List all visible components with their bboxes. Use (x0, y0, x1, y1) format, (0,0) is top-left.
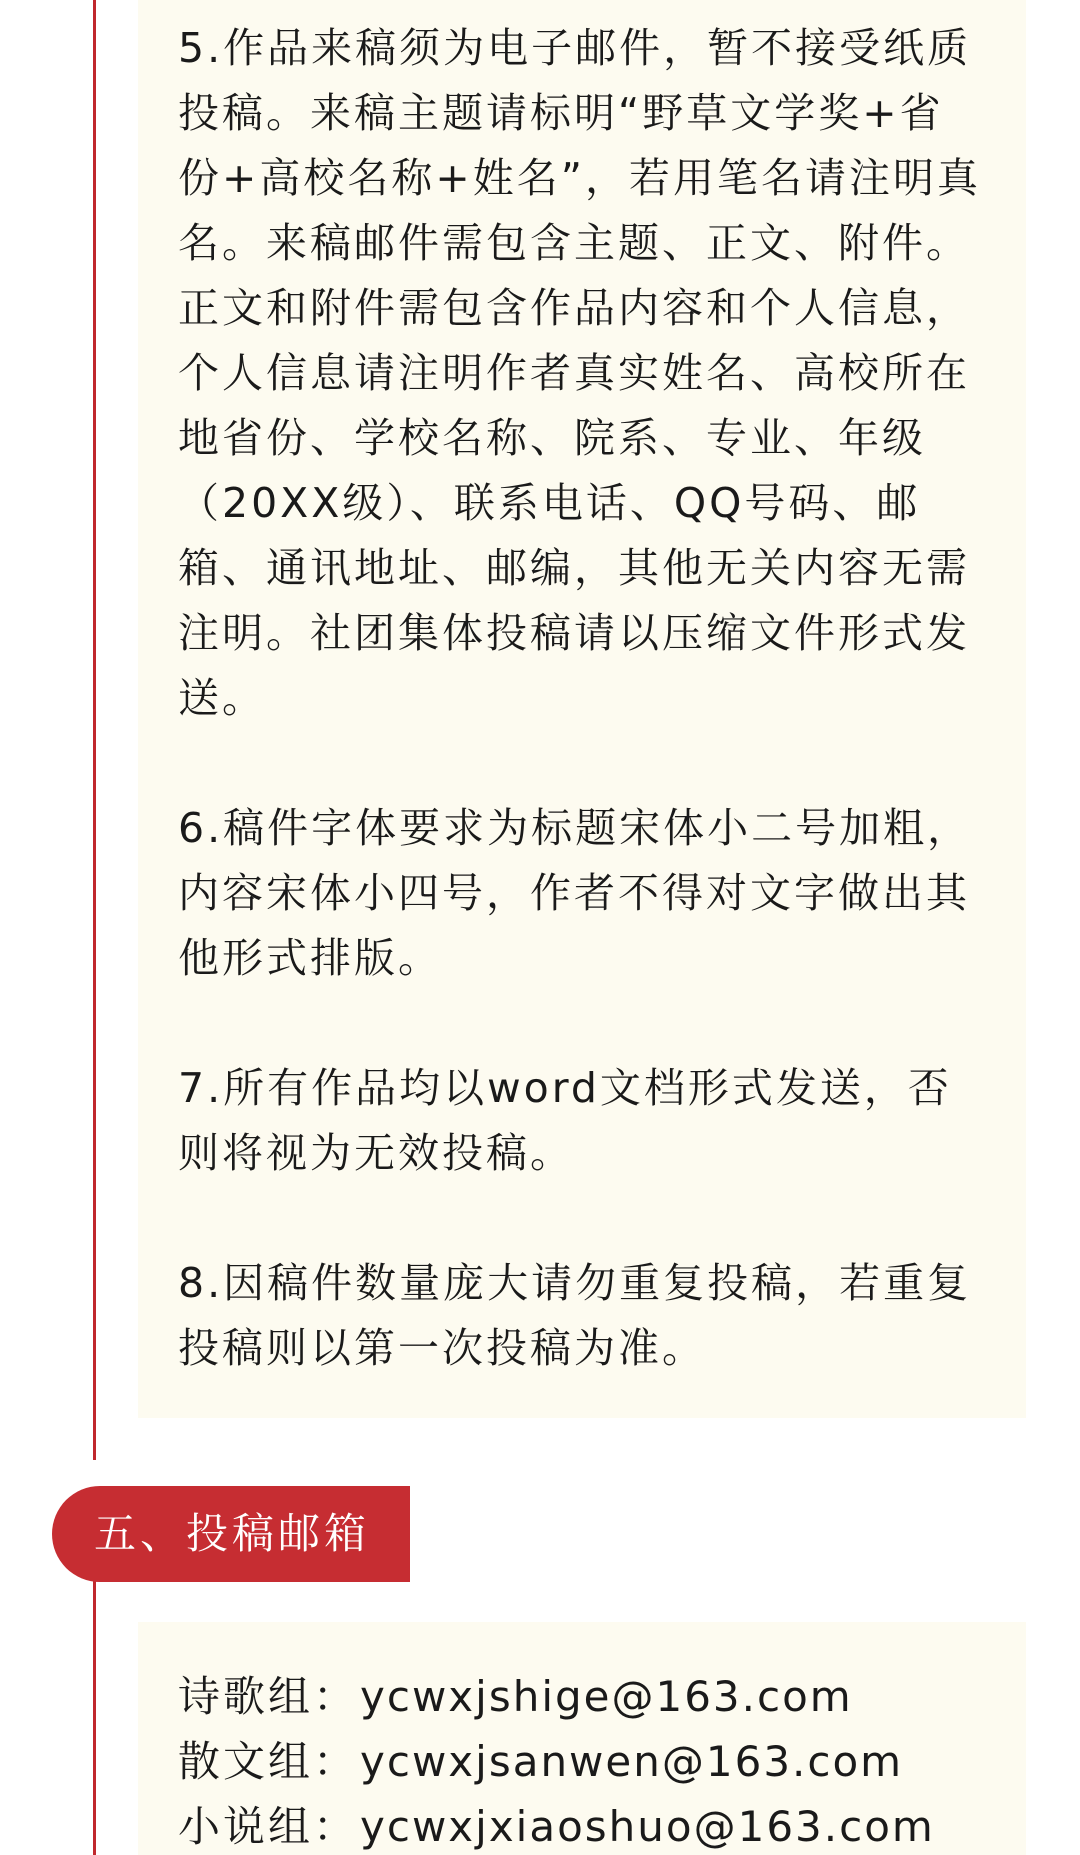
email-label: 散文组： (178, 1737, 359, 1786)
email-address[interactable]: ycwxjshige@163.com (360, 1672, 853, 1721)
emails-card (138, 1622, 1026, 1855)
timeline-line (93, 0, 96, 1460)
email-row-prose (178, 1729, 986, 1794)
rules-card (138, 0, 1026, 1418)
email-label: 小说组： (178, 1802, 359, 1851)
email-address[interactable]: ycwxjxiaoshuo@163.com (360, 1802, 935, 1851)
email-row-poetry (178, 1664, 986, 1729)
email-row-fiction (178, 1794, 986, 1855)
timeline-line (93, 1578, 96, 1855)
rule-paragraph-5: 5.作品来稿须为电子邮件，暂不接受纸质投稿。来稿主题请标明“野草文学奖+省份+高校名称+姓名”，若用笔名请注明真名。来稿邮件需包含主题、正文、附件。正文和附件需包含作品内容和个人信息，个人信息请注明作者真实姓名、高校所在地省份、学校名称、院系、专业、年级（20XX级）、联系电话、QQ号码、邮箱、通讯地址、邮编，其他无关内容无需注明。社团集体投稿请以压缩文件形式发送。 (178, 24, 981, 722)
email-address[interactable]: ycwxjsanwen@163.com (360, 1737, 904, 1786)
section-heading: 五、投稿邮箱 (52, 1486, 410, 1582)
rule-paragraph-6: 6.稿件字体要求为标题宋体小二号加粗，内容宋体小四号，作者不得对文字做出其他形式排版。 (178, 804, 972, 982)
rule-paragraph-7: 7.所有作品均以word文档形式发送，否则将视为无效投稿。 (178, 1064, 952, 1177)
email-label: 诗歌组： (178, 1672, 359, 1721)
rule-paragraph-8: 8.因稿件数量庞大请勿重复投稿，若重复投稿则以第一次投稿为准。 (178, 1259, 972, 1372)
